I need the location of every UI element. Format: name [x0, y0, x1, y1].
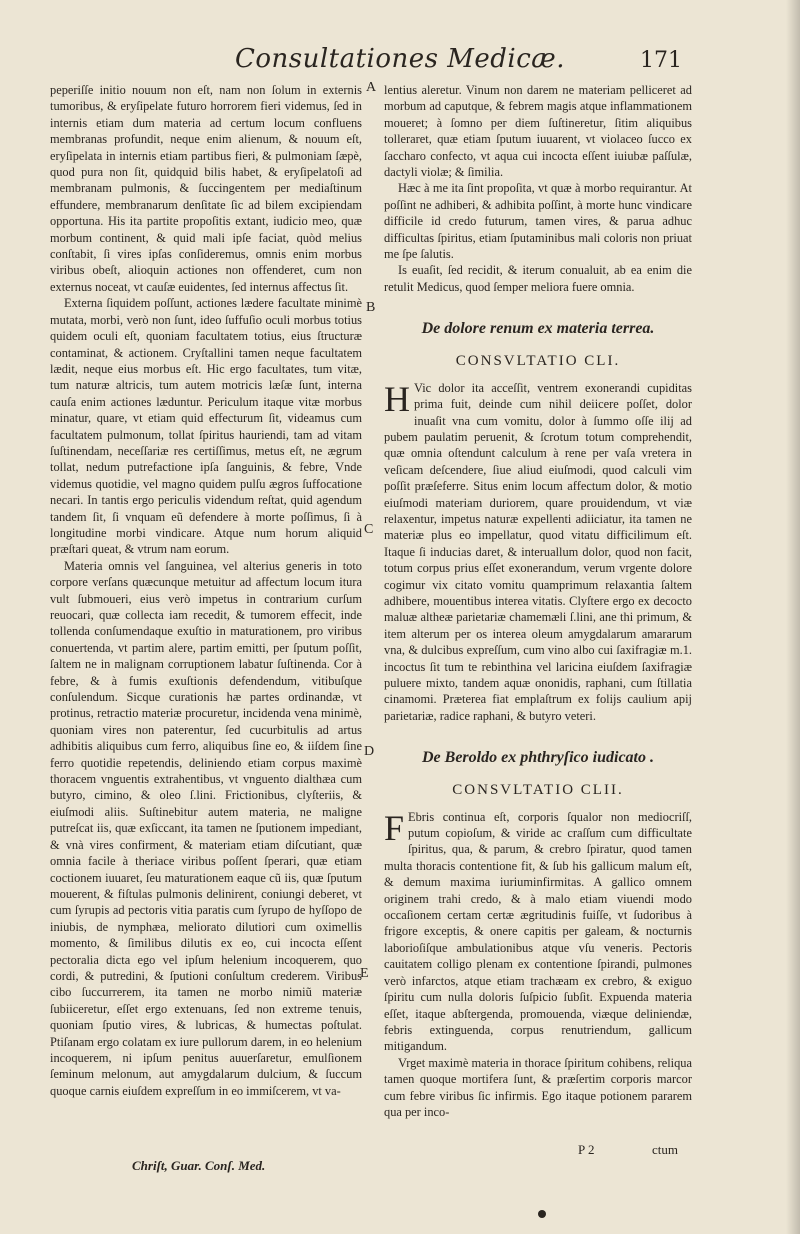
page-number: 171	[640, 48, 682, 73]
margin-letter-d: D	[364, 744, 375, 759]
consultatio-text	[384, 380, 692, 725]
paragraph: Materia omnis vel ſanguinea, vel alterius generis in toto corpore verſans quæcunque metuitur ad affectum locum itura vult ſubmoueri, eius verò impetus in contrarium curſum reuocari, quæ collecta iam recedit, & tumorem effecit, inde tollenda conſumendaque exuſtio in maturationem, pro viribus conuertenda, vt partim alere, partim emitti, per ſputum poſſit, ſaltem ne in malignam corruptionem labatur ſuſtinenda. Cor à febre, & à fumis exuſtionis defendendum, vitibuſque conſulendum. Sicque curationis hæ partes ordinandæ, vt protinus, retractio materiæ procuretur, incidenda vena minimè, quoniam vires non paterentur, ſed cucurbitulis ad artus adhibitis aliquibus cum ferro, aliquibus ſine eo, & iiſdem ſine ferro quotidie repetendis, deliniendo etiam corpus maximè thoracem vnguentis extrahentibus, vt vnguento dialthæa cum butyro, cimino, & oleo ſ.lini. Frictionibus, clyſteriis, & eiuſmodi aliis. Suſtinebitur autem materia, ne maligne putreſcat iis, quæ exſiccant, ita tamen ne ſputionem impediant, & vnà vires confirment, & materiam etiam diſcutiant, quæ omnia facile à theriace viribus poſſent ſperari, quæ etiam coctionem iuuaret, ſeu maturationem eaque cũ iis, quæ ſputum mouerent, & fiſtulas pulmonis delinirent, coniungi deberet, vt cum ſyrupis ad pectoris vitia paratis cum ſyrupo de hyſſopo de iniubis, de nymphæa, meliorato dilutiori cum oximellis momento, & ſimilibus dilutis ex eo, cui incocta eſſent pectoralia dicta ego vel ipſum helenium incoquerem, quo cordi, & putredini, & ſputioni conſultum crederem. Viribus cibo ſuccurrerem, ita tamen ne morbo nimiũ materiæ ſubiiceretur, eſſet ergo extenuans, ſed non extreme tenuis, quoniam ſputio vires, & lubricas, & humectas poſtulat. Ptiſanam ergo colatam ex iure pullorum darem, in eo helenium incoquerem, ni ipſum penitus auuerſaretur, emulſionem ſeminum melonum, aut amygdalarum dulcium, & ſuccum quoque carnis eiuſdem expreſſum in eo immiſcerem, vt va-	[50, 558, 362, 1098]
drop-cap: F	[384, 807, 405, 848]
paragraph: Is euaſit, ſed recidit, & iterum conualuit, ab ea enim die retulit Medicus, quod ſemper meliora fuere omnia.	[384, 263, 692, 294]
ornament-dot-icon	[538, 1210, 546, 1218]
consultatio-heading: CONSVLTATIO CLI.	[455, 353, 621, 370]
consultatio-heading: CONSVLTATIO CLII.	[452, 782, 624, 799]
consultatio-text	[384, 809, 692, 1055]
signature-mark: P 2	[578, 1142, 595, 1157]
section-title: De dolore renum ex materia terrea.	[421, 320, 655, 338]
running-head: Consultationes Medicæ.	[234, 44, 566, 74]
drop-cap: H	[384, 378, 410, 419]
consultatio-body: Ebris continua eſt, corporis ſqualor non mediocriſſ, putum copioſum, & viride ac craſſum cum difficultate ſpiritus, qua, & parum, & crebro ſpiratur, quod tamen multa thoracis contentione fit, & ſub his gallicum malum eſt, & demum maxima iuriuminfirmitas. A gallico omnem originem trahi credo, & à malo etiam viuendi modo occaſionem certam certæ ægritudinis fuiſſe, vt ſudoribus à frigore exceptis, & onere capitis per galeam, & nocturnis laborioſiſque ambulationibus atque vſu veneris. Pectoris cauitatem colligo plenam ex contentione ſpirandi, pulmones verò infarctos, atque etiam trachæam ex crebro, & exiguo ſpiritu cum nulla doloris ſuſpicio ſubſit. Expuenda materia eſſet, itaque abſtergenda, promouenda, viæque deliniendæ, febris extinguenda, corpus renutriendum, gallicum mitigandum.	[384, 809, 692, 1054]
consultatio-body: Vic dolor ita acceſſit, ventrem exonerandi cupiditas prima fuit, deinde cum nihil deiicere poſſet, dolor inuaſit vna cum vomitu, dolor à ſummo oſſe ilij ad pubem paulatim peruenit, & ſcrotum totum comprehendit, quæ omnia oſtendunt calculum à rene per vaſa vretera in veſicam deſcendere, ſiue aliud eiuſmodi, quod calculi vim poſſit præſeferre. Situs enim locum affectum dolor, & motio eiuſmodi materiam duriorem, quare prouidendum, vt viæ relaxentur, impetus naturæ expellenti adiiciatur, ita tamen ne materiæ plus eo impellatur, quod vitatu difficilimum eſt. Itaque ſi inducias daret, & interuallum dolor, quod non facit, totum corpus prius eſſet exonerandum, verum vrgente dolore cogimur vix citato vomitu quamprimum relaxantia ſaltem adhibere, mouentibus interea vitatis. Clyſtere ergo ex decocto maluæ altheæ parietariæ chamemæli ſ.lini, ane thi primum, & item alterum per os interea oleum amygdalarum amararum vna, & dulcibus expreſſum, cum vino albo cui ſaxifragiæ m.1. incoctus ſit tum te rebinthina vel laricina eiuſdem ſaxifragiæ puluere mixto, tandem aquæ ononidis, raphani, cum ſtillatia cinamomi. Præterea fiat emplaſtrum ex folijs caulium apij parietariæ, radice raphani, & butyro veteri.	[384, 380, 692, 723]
margin-letter-c: C	[364, 522, 374, 537]
footer-catch: Chriſt, Guar. Conſ. Med.	[132, 1158, 266, 1173]
paragraph: Externa ſiquidem poſſunt, actiones lædere facultate minimè mutata, morbi, verò non ſunt, ideo ſuffuſio oculi morbus totius quidem oculi eſt, quoniam facultatem totius, eius ſtructuræ contaminat, & actionem. Cryſtallini tamen neque facultatem lædit, neque eius morbus eſt. Hic ergo facultates, tum vitæ, tum naturæ altricis, tum autem motricis læſæ ſunt, interna cauſa enim actiones læduntur. Periculum itaque vitæ morbus minatur, quare, vt etiam quid effecturum ſit, videamus cum facultatem pulmonum, tollat ſpiritus hauriendi, tam ad vitam ſuſtinendam, neceſſariæ res certiſſimus, metus eſt, ne ægrum tollat, nedum putrefactione ipſa ſanguinis, & febre, Vnde videmus quotidie, vel magno quidem pulſu ægros ſuffocatione necari. In tantis ergo periculis videndum reſtat, quid agendum tandem ſit, ſi vnquam eũ defendere à morte poſſimus, ſi à longitudine morbi vindicare. Atque num horum aliquid præſtari queat, & vtrum nam eorum.	[50, 296, 362, 557]
margin-letter-e: E	[360, 966, 369, 981]
catchword: ctum	[652, 1142, 678, 1157]
section-title: De Beroldo ex phthryſico iudicato .	[422, 749, 654, 767]
paragraph: peperiſſe initio nouum non eſt, nam non ſolum in externis tumoribus, & eryſipelate futuro horrorem fieri videmus, ſed in internis etiam dum materia ad certum locum confluens membranas profundit, neque enim alienum, & nouum eſt, eryſipelata in internis etiam partibus fieri, & pulmoniam ſæpè, quod pura non ſit, quidquid bilis habet, & eryſipelatoſi ad membranam pulmonis, & ſuccingentem per mediaſtinum effundere, membranarum denſitate ſic ad bilem excipiendam opportuna. His ita partite propoſitis extant, iudicio meo, quæ morbum continent, & quid mali ipſe faciat, quòd melius conſtabit, ſi vires ipſas conſideremus, omnis enim morbus viribus obeſt, alioquin actiones non offenderet, cum non externus noceat, vt cauſæ euidentes, ſed internus affectus ſit.	[50, 83, 362, 294]
margin-letter-a: A	[366, 80, 377, 95]
left-column	[50, 82, 362, 1099]
page-header	[0, 40, 800, 80]
page-footer	[0, 1142, 800, 1182]
paragraph: Vrget maximè materia in thorace ſpiritum cohibens, reliqua tamen quoque mortifera ſunt, & præſertim corporis marcor cum febre viribus ſic infirmis. Ego itaque potionem pararem qua per inco-	[384, 1055, 692, 1119]
margin-letter-b: B	[366, 300, 376, 315]
paragraph: Hæc à me ita ſint propoſita, vt quæ à morbo requirantur. At poſſint ne adhiberi, & adhibita poſſint, à morte hunc vindicare difficile id credo futurum, tamen vires, & parua adhuc difficultas ſpiritus, etiam ſputaminibus mali coloris non priuat me ſpe ſalutis.	[384, 181, 692, 262]
paragraph: lentius aleretur. Vinum non darem ne materiam pelliceret ad morbum ad caputque, & febrem magis atque inflammationem moueret; à ſomno per diem ſuſtineretur, ſitim aliquibus tolleraret, quæ etiam ſputum iuuarent, vt violaceo ſucco ex ſaccharo confecto, vt aqua cui incocta eſſent iuiubæ paſſulæ, dactyli violæ; & ſimilia.	[384, 83, 692, 180]
right-column	[384, 82, 692, 1120]
